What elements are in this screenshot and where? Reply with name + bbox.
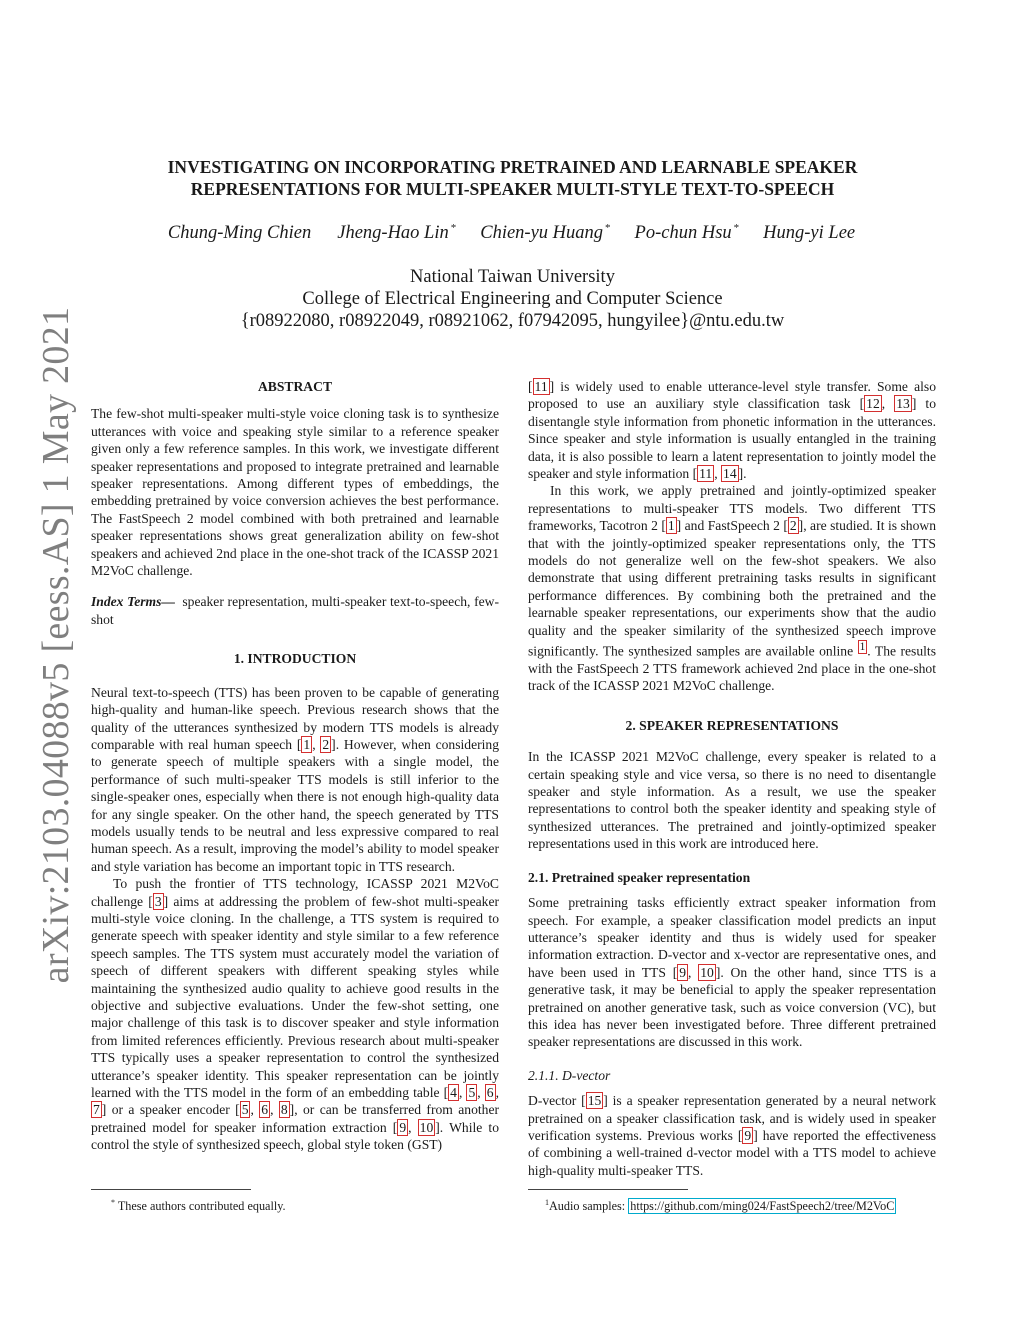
citation-link[interactable]: 1 (303, 736, 311, 752)
abstract-text: The few-shot multi-speaker multi-style voice cloning task is to synthesize utterances with voice and speaking style similar to a reference speaker given only a few reference samples. In this work, we investigate different speaker representations and proposed to integrate pretrained and learnable speaker representations. Among different types of embeddings, the embedding pretrained by voice conversion achieves the best performance. The FastSpeech 2 model combined with both pretrained and learnable speaker representations shows great generalization ability on few-shot speakers and achieved 2nd place in the one-shot track of the ICASSP 2021 M2VoC challenge. (91, 406, 499, 579)
subsection-2-1-1-heading: 2.1.1. D-vector (528, 1067, 611, 1083)
citation-link[interactable]: 6 (261, 1102, 269, 1118)
section-2-heading: 2. SPEAKER REPRESENTATIONS (625, 717, 839, 733)
citation-link[interactable]: 11 (534, 379, 548, 394)
citation-link[interactable]: 10 (700, 964, 714, 980)
footnote-link[interactable]: 1 (859, 641, 866, 654)
citation-link[interactable]: 9 (744, 1127, 752, 1143)
left-column (91, 378, 499, 1154)
right-paragraph-1: [ 11 ] is widely used to enable utterance-level style transfer. Some also proposed to use an auxiliary style classification task [ 12 , 13 ] to disentangle style information from phonetic information in the utterances. Since speaker and style information is usually entangled in the training data, it is also possible to learn a latent representation to jointly model the speaker and style information [ 11 , 14 ]. (528, 379, 937, 482)
citation-link[interactable]: 9 (679, 964, 687, 980)
author-list (90, 222, 935, 244)
author: Chien-yu Huang * (480, 222, 611, 244)
title-line-1: INVESTIGATING ON INCORPORATING PRETRAINED AND LEARNABLE SPEAKER (167, 157, 858, 177)
citation-link[interactable]: 10 (419, 1119, 434, 1135)
university: National Taiwan University (410, 267, 615, 287)
paper-title (90, 156, 935, 200)
citation-link[interactable]: 8 (280, 1102, 288, 1118)
citation-link[interactable]: 2 (322, 736, 330, 752)
author: Jheng-Hao Lin * (337, 222, 457, 244)
footnote-rule-right (528, 1189, 688, 1190)
subsection-2-1-paragraph: Some pretraining tasks efficiently extract speaker information from speech. For example, a speaker classification model predicts an input utterance’s speaker identity and thus is widely used for speaker information extraction. D-vector and x-vector are representative ones, and have been used in TTS [ 9 , 10 ]. On the other hand, since TTS is a generative task, it may be beneficial to apply the speaker representation pretrained on another generative task, such as voice conversion (VC), but this idea has never been investigated before. Three different pretrained speaker representations are discussed in this work. (528, 895, 936, 1050)
citation-link[interactable]: 14 (723, 466, 737, 482)
intro-paragraph-1: Neural text-to-speech (TTS) has been proven to be capable of generating high-quality and human-like speech. Previous research shows that the quality of the utterances synthesized by modern TTS models is already comparable with real human speech [ 1 , 2 ]. However, when considering to generate speech of multiple speakers with a single model, the performance of such multi-speaker TTS models is still inferior to the single-speaker ones, especially when there is not enough high-quality data for any single speaker. On the other hand, the speech generated by TTS models usually tends to be neutral and less expressive compared to real human speech. As a result, improving the model’s ability to model speaker and style variation has become an important topic in TTS research. (91, 684, 499, 874)
emails: {r08922080, r08922049, r08921062, f07942095, hungyilee}@ntu.edu.tw (240, 311, 785, 331)
citation-link[interactable]: 4 (450, 1085, 457, 1101)
intro-paragraph-2: To push the frontier of TTS technology, ICASSP 2021 M2VoC challenge [ 3 ] aims at addressing the problem of few-shot multi-speaker multi-style voice cloning. In the challenge, a TTS system is required to generate speech with speaker identity and style similar to a few reference speech samples. The TTS system must accurately model the variation of speech of different speakers with different speaking styles while maintaining the synthesized audio quality to achieve good results in the objective and subjective evaluations. Under the few-shot setting, one major challenge of this task is to discover speaker and style information from limited references efficiently. Previous research about multi-speaker TTS typically uses a speaker representation to control the synthesized utterance’s speaker identity. This speaker representation can be jointly learned with the TTS model in the form of an embedding table [ 4 , 5 , 6 , 7 ] or a speaker encoder [ 5 , 6 , 8 ], or can be transferred from another pretrained model for speaker information extraction [ 9 , 10 ]. While to control the style of synthesized speech, global style token (GST) (91, 876, 500, 1153)
footnote-equal-contribution: * These authors contributed equally. (111, 1198, 286, 1214)
citation-link[interactable]: 15 (587, 1093, 602, 1109)
citation-link[interactable]: 2 (789, 518, 797, 534)
right-column (528, 378, 936, 1179)
arxiv-identifier: arXiv:2103.04088v5 [eess.AS] 1 May 2021 (35, 306, 77, 984)
subsection-2-1-heading: 2.1. Pretrained speaker representation (528, 869, 751, 885)
subsection-2-1-1-paragraph: D-vector [ 15 ] is a speaker representation generated by a neural network pretrained on a speaker classification task, and is widely used in speaker verification systems. Previous works [ 9 ] have reported the effectiveness of combining a well-trained d-vector model with a TTS model to achieve high-quality multi-speaker TTS. (528, 1093, 937, 1178)
citation-link[interactable]: 5 (241, 1102, 249, 1118)
section-2-paragraph: In the ICASSP 2021 M2VoC challenge, every speaker is related to a certain speaking style and vice versa, so there is no need to disentangle speaker and style information. As a result, we use the speaker representations to control both the speaker identity and speaking style of synthesized utterances. The pretrained and jointly-optimized speaker representations used in this work are introduced here. (528, 749, 936, 852)
affiliation (90, 266, 935, 332)
footnote-rule-left (91, 1189, 251, 1190)
citation-link[interactable]: 5 (468, 1085, 476, 1101)
citation-link[interactable]: 6 (486, 1085, 494, 1101)
citation-link[interactable]: 11 (699, 466, 713, 482)
footnote-audio-samples: $^1$Audio samples: https://github.com/ming024/FastSpeech2/tree/M2VoC (545, 1198, 895, 1214)
author: Hung-yi Lee (763, 223, 856, 244)
citation-link[interactable]: 9 (399, 1119, 407, 1135)
citation-link[interactable]: 12 (866, 396, 880, 412)
citation-link[interactable]: 13 (896, 396, 910, 412)
author: Po-chun Hsu * (634, 222, 740, 244)
abstract-heading: ABSTRACT (257, 379, 333, 394)
index-terms-label: Index Terms— (91, 594, 175, 610)
college: College of Electrical Engineering and Computer Science (302, 289, 723, 309)
title-line-2: REPRESENTATIONS FOR MULTI-SPEAKER MULTI-STYLE TEXT-TO-SPEECH (190, 179, 835, 199)
audio-samples-link[interactable]: https://github.com/ming024/FastSpeech2/tree/M2VoC (630, 1199, 895, 1214)
index-terms: Index Terms— speaker representation, multi-speaker text-to-speech, few-shot (91, 594, 500, 627)
author: Chung-Ming Chien (167, 223, 312, 244)
citation-link[interactable]: 7 (93, 1102, 100, 1118)
right-paragraph-2: In this work, we apply pretrained and jointly-optimized speaker representations to multi-speaker TTS models. Two different TTS frameworks, Tacotron 2 [ 1 ] and FastSpeech 2 [ 2 ], are studied. It is shown that with the jointly-optimized speaker representations only, the TTS models do not generalize well on the few-shot speakers. We also demonstrate that using different pretraining tasks results in significant performance differences. By combining both the pretrained and the learnable speaker representations, our experiments show that the audio quality and the speaker similarity of the synthesized speech improve significantly. The synthesized samples are available online $^1$ . The results with the FastSpeech 2 TTS framework achieved 2nd place in the one-shot track of the ICASSP 2021 M2VoC challenge. (528, 483, 936, 694)
intro-heading: 1. INTRODUCTION (233, 651, 357, 667)
citation-link[interactable]: 3 (154, 893, 162, 909)
citation-link[interactable]: 1 (667, 518, 675, 534)
